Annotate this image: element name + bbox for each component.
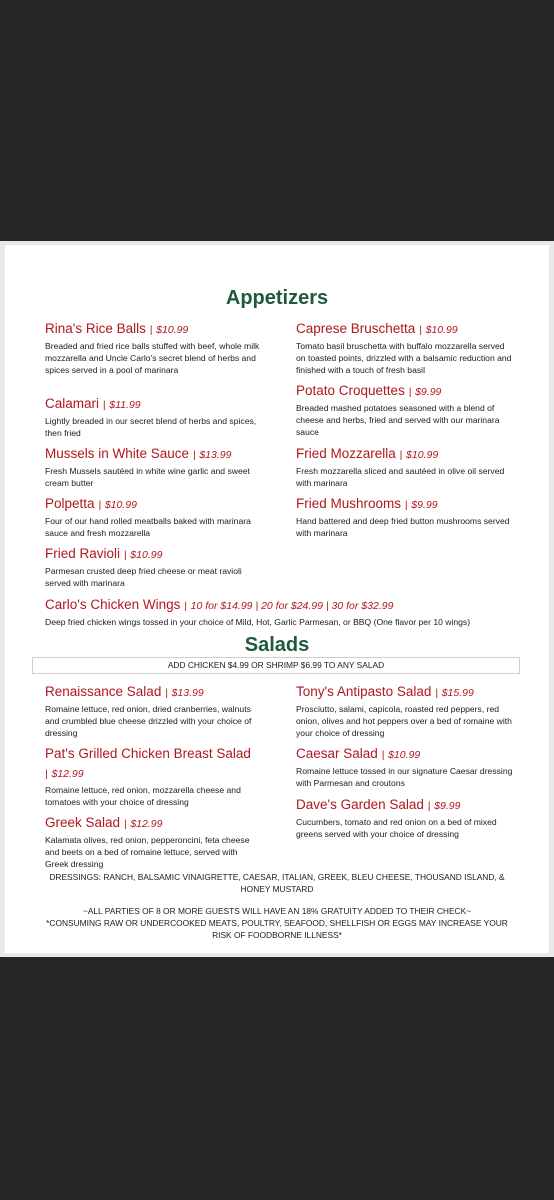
menu-item xyxy=(296,683,514,739)
gratuity-notice: ~ALL PARTIES OF 8 OR MORE GUESTS WILL HAVE AN 18% GRATUITY ADDED TO THEIR CHECK~ xyxy=(82,906,472,916)
menu-item xyxy=(296,495,514,539)
item-description: Cucumbers, tomato and red onion on a bed of mixed greens served with your choice of dressing xyxy=(296,817,497,839)
item-price: $9.99 xyxy=(434,800,461,812)
item-name: Rina's Rice Balls xyxy=(45,321,146,336)
item-price: $10.99 xyxy=(156,324,189,336)
item-description: Tomato basil bruschetta with buffalo mozzarella served on toasted points, drizzled with a balsamic reduction and finished with a touch of fresh basil xyxy=(296,341,512,375)
separator: | xyxy=(381,749,385,761)
food-safety-warning: *CONSUMING RAW OR UNDERCOOKED MEATS, POULTRY, SEAFOOD, SHELLFISH OR EGGS MAY INCREASE YOUR RISK OF FOODBORNE ILLNESS* xyxy=(46,918,508,940)
item-description: Four of our hand rolled meatballs baked with marinara sauce and fresh mozzarella xyxy=(45,516,251,538)
item-description: Kalamata olives, red onion, pepperoncini, feta cheese and beets on a bed of romaine lettuce, served with Greek dressing xyxy=(45,835,250,869)
separator: | xyxy=(123,549,127,561)
menu-item xyxy=(45,445,263,489)
separator: | xyxy=(184,600,187,612)
item-description: Breaded mashed potatoes seasoned with a blend of cheese and herbs, fried and served with our marinara sauce xyxy=(296,403,500,437)
item-price: $9.99 xyxy=(411,499,438,511)
item-name: Renaissance Salad xyxy=(45,684,162,699)
item-description: Hand battered and deep fried button mushrooms served with marinara xyxy=(296,516,510,538)
item-name: Greek Salad xyxy=(45,815,121,830)
item-price: 10 for $14.99 | 20 for $24.99 | 30 for $32.99 xyxy=(190,600,394,612)
item-price: $10.99 xyxy=(104,499,137,511)
item-description: Prosciutto, salami, capicola, roasted red peppers, red onion, olives and hot peppers over a bed of romaine with your choice of dressing xyxy=(296,704,512,738)
item-name: Calamari xyxy=(45,396,100,411)
separator: | xyxy=(427,800,431,812)
item-name: Fried Mushrooms xyxy=(296,496,402,511)
item-description: Deep fried chicken wings tossed in your choice of Mild, Hot, Garlic Parmesan, or BBQ (One flavor per 10 wings) xyxy=(45,617,471,627)
item-description: Fresh Mussels sautéed in white wine garlic and sweet cream butter xyxy=(45,466,250,488)
item-price: $12.99 xyxy=(51,768,84,780)
menu-item xyxy=(296,796,514,840)
separator: | xyxy=(399,449,403,461)
menu-item xyxy=(45,814,263,870)
item-name: Fried Ravioli xyxy=(45,546,121,561)
menu-item xyxy=(296,445,514,489)
dressings-list: DRESSINGS: RANCH, BALSAMIC VINAIGRETTE, CAESAR, ITALIAN, GREEK, BLEU CHEESE, THOUSAND ISLAND, & HONEY MUSTARD xyxy=(49,872,505,894)
item-name: Pat's Grilled Chicken Breast Salad xyxy=(45,746,251,761)
item-description: Romaine lettuce, red onion, dried cranberries, walnuts and crumbled blue cheese drizzled with your choice of dressing xyxy=(45,704,252,738)
menu-item xyxy=(45,495,263,539)
menu-item xyxy=(45,320,263,376)
item-price: $10.99 xyxy=(388,749,421,761)
item-name: Mussels in White Sauce xyxy=(45,446,190,461)
menu-item xyxy=(45,683,263,739)
item-description: Parmesan crusted deep fried cheese or meat ravioli served with marinara xyxy=(45,566,242,588)
item-price: $10.99 xyxy=(425,324,458,336)
item-name: Caesar Salad xyxy=(296,746,378,761)
item-name: Tony's Antipasto Salad xyxy=(296,684,432,699)
menu-item xyxy=(45,545,263,589)
item-name: Carlo's Chicken Wings xyxy=(45,597,181,612)
item-name: Dave's Garden Salad xyxy=(296,797,424,812)
item-price: $13.99 xyxy=(199,449,232,461)
separator: | xyxy=(165,687,168,699)
item-description: Romaine lettuce, red onion, mozzarella cheese and tomatoes with your choice of dressing xyxy=(45,785,241,807)
separator: | xyxy=(45,768,48,780)
separator: | xyxy=(149,324,153,336)
appetizers-title: Appetizers xyxy=(225,287,329,309)
item-price: $13.99 xyxy=(171,687,204,699)
salads-title: Salads xyxy=(244,634,310,656)
item-description: Romaine lettuce tossed in our signature Caesar dressing with Parmesan and croutons xyxy=(296,766,513,788)
menu-item xyxy=(296,320,514,376)
menu-item xyxy=(296,745,514,789)
separator: | xyxy=(419,324,422,336)
separator: | xyxy=(435,687,438,699)
item-price: $11.99 xyxy=(109,399,141,411)
menu-item xyxy=(296,382,514,438)
item-price: $10.99 xyxy=(130,549,163,561)
item-name: Potato Croquettes xyxy=(296,383,405,398)
item-name: Polpetta xyxy=(45,496,95,511)
item-description: Fresh mozzarella sliced and sautéed in olive oil served with marinara xyxy=(296,466,505,488)
separator: | xyxy=(404,499,408,511)
separator: | xyxy=(408,386,412,398)
item-description: Lightly breaded in our secret blend of herbs and spices, then fried xyxy=(45,416,257,438)
separator: | xyxy=(102,399,106,411)
item-name: Caprese Bruschetta xyxy=(296,321,416,336)
item-price: $9.99 xyxy=(415,386,442,398)
item-description: Breaded and fried rice balls stuffed with beef, whole milk mozzarella and Uncle Carlo's secret blend of herbs and spices served in a pool of marinara xyxy=(45,341,260,375)
item-price: $12.99 xyxy=(130,818,163,830)
menu-item-wings xyxy=(45,596,515,628)
item-price: $10.99 xyxy=(406,449,439,461)
item-name: Fried Mozzarella xyxy=(296,446,396,461)
menu-item xyxy=(45,745,263,808)
separator: | xyxy=(123,818,127,830)
salad-addon-notice: ADD CHICKEN $4.99 OR SHRIMP $6.99 TO ANY SALAD xyxy=(32,657,520,674)
separator: | xyxy=(98,499,102,511)
separator: | xyxy=(192,449,196,461)
menu-item xyxy=(45,395,263,439)
item-price: $15.99 xyxy=(441,687,474,699)
